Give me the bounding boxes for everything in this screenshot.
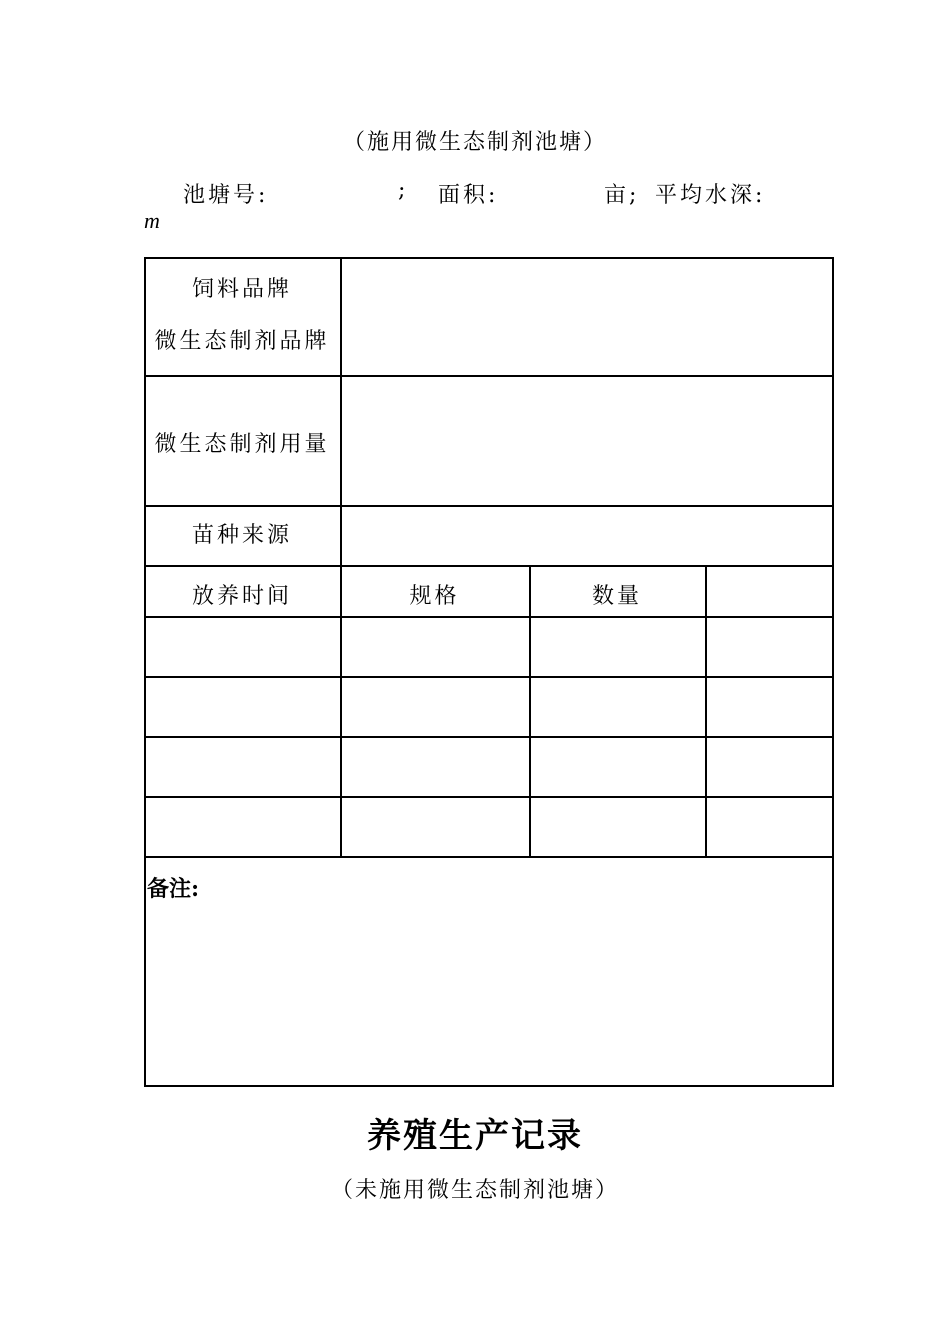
- table-row[interactable]: [146, 678, 340, 736]
- seed-source-label: 苗种来源: [191, 523, 292, 548]
- probiotic-brand-label: 微生态制剂品牌: [154, 329, 330, 354]
- average-depth-label: 平均水深:: [655, 183, 766, 208]
- table-row-divider: [144, 856, 834, 858]
- dosage-value-cell[interactable]: [342, 377, 832, 505]
- page-title: 养殖生产记录: [367, 1116, 583, 1156]
- remark-value-cell[interactable]: [146, 900, 832, 1084]
- probiotic-dosage-label: 微生态制剂用量: [154, 432, 330, 457]
- subtitle-top: （施用微生态制剂池塘）: [342, 130, 607, 155]
- area-label: 面积:: [438, 183, 499, 208]
- subtitle-bottom: （未施用微生态制剂池塘）: [330, 1178, 619, 1203]
- pond-number-label: 池塘号:: [183, 183, 269, 208]
- table-row[interactable]: [146, 738, 340, 796]
- mu-label: 亩;: [604, 183, 640, 208]
- table-row[interactable]: [146, 618, 340, 676]
- remark-label: 备注:: [147, 876, 200, 902]
- table-border-right: [832, 257, 834, 1086]
- table-border-bottom: [144, 1085, 834, 1087]
- depth-unit: m: [144, 208, 160, 233]
- table-column-divider: [705, 565, 707, 857]
- seed-source-value-cell[interactable]: [342, 507, 832, 565]
- column-header-quantity: 数量: [591, 584, 642, 609]
- feed-brand-label: 饲料品牌: [191, 277, 292, 302]
- column-header-specification: 规格: [409, 584, 460, 609]
- separator-semicolon: ;: [398, 178, 409, 203]
- brand-value-cell[interactable]: [342, 259, 832, 375]
- table-row-divider: [144, 565, 834, 567]
- table-row[interactable]: [146, 798, 340, 856]
- column-header-stocking-time: 放养时间: [191, 584, 292, 609]
